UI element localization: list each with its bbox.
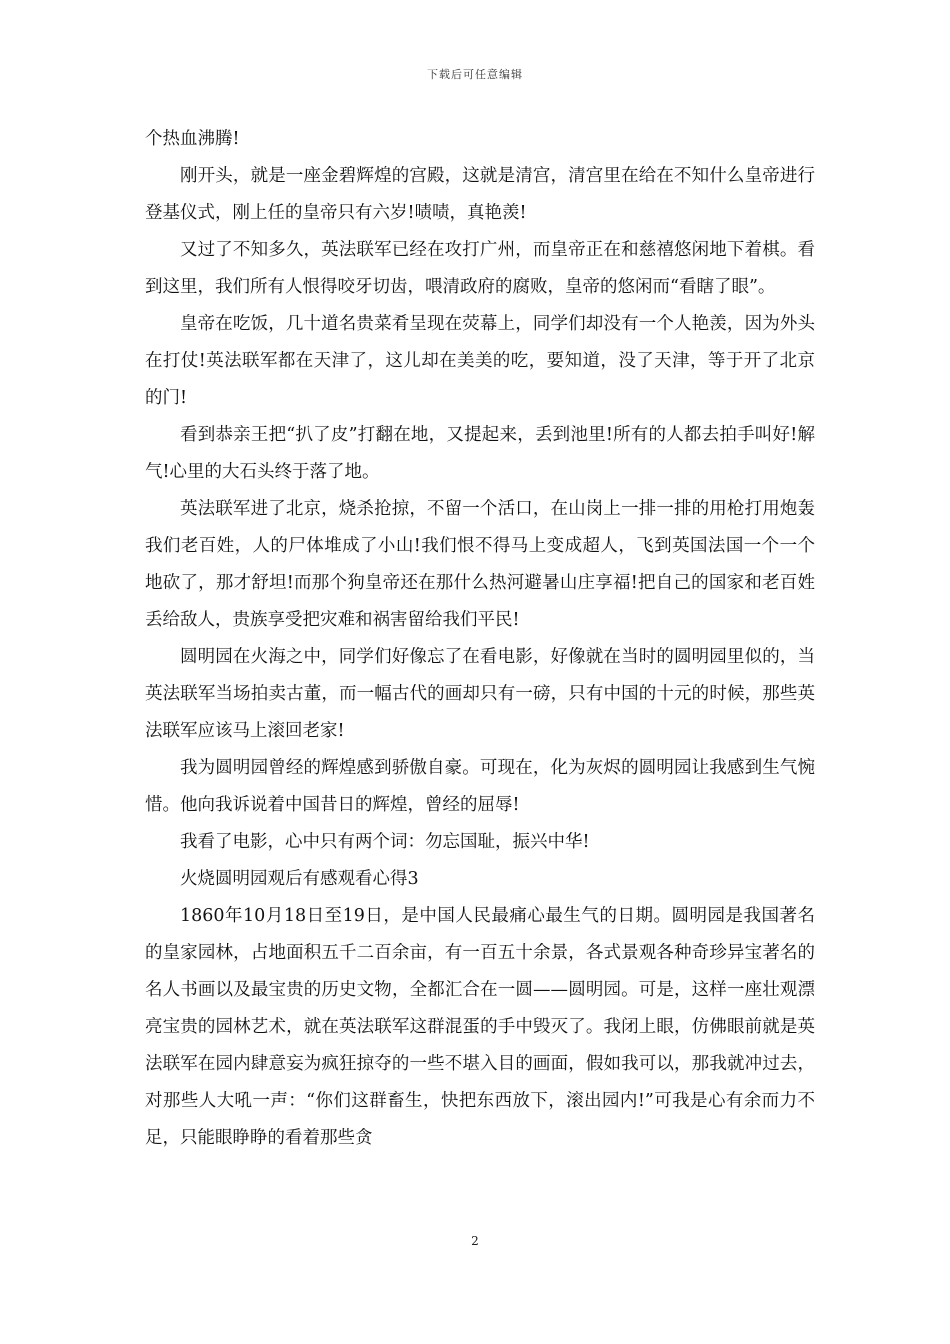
paragraph: 又过了不知多久，英法联军已经在攻打广州，而皇帝正在和慈禧悠闲地下着棋。看到这里，我们所有人恨得咬牙切齿，喂清政府的腐败，皇帝的悠闲而“看瞎了眼”。 xyxy=(145,240,815,297)
paragraph: 圆明园在火海之中，同学们好像忘了在看电影，好像就在当时的圆明园里似的，当英法联军当场拍卖古董，而一幅古代的画却只有一磅，只有中国的十元的时候，那些英法联军应该马上滚回老家! xyxy=(145,647,815,741)
paragraph: 刚开头，就是一座金碧辉煌的宫殿，这就是清宫，清宫里在给在不知什么皇帝进行登基仪式，刚上任的皇帝只有六岁!啧啧，真艳羡! xyxy=(145,166,815,223)
paragraph: 1860年10月18日至19日，是中国人民最痛心最生气的日期。圆明园是我国著名的皇家园林，占地面积五千二百余亩，有一百五十余景，各式景观各种奇珍异宝著名的名人书画以及最宝贵的历史文物，全都汇合在一圆——圆明园。可是，这样一座壮观漂亮宝贵的园林艺术，就在英法联军这群混蛋的手中毁灭了。我闭上眼，仿佛眼前就是英法联军在园内肆意妄为疯狂掠夺的一些不堪入目的画面，假如我可以，那我就冲过去，对那些人大吼一声：“你们这群畜生，快把东西放下，滚出园内!”可我是心有余而力不足，只能眼睁睁的看着那些贪 xyxy=(145,906,815,1148)
page-header: 下载后可任意编辑 xyxy=(427,68,523,81)
document-body xyxy=(145,121,815,1157)
section-heading: 火烧圆明园观后有感观看心得3 xyxy=(180,869,419,889)
paragraph-continuation: 个热血沸腾! xyxy=(145,129,240,149)
page-number: 2 xyxy=(471,1234,479,1248)
paragraph: 我看了电影，心中只有两个词：勿忘国耻，振兴中华! xyxy=(180,832,590,852)
paragraph: 皇帝在吃饭，几十道名贵菜肴呈现在荧幕上，同学们却没有一个人艳羡，因为外头在打仗!英法联军都在天津了，这儿却在美美的吃，要知道，没了天津，等于开了北京的门! xyxy=(145,314,815,408)
paragraph: 英法联军进了北京，烧杀抢掠，不留一个活口，在山岗上一排一排的用枪打用炮轰我们老百姓，人的尸体堆成了小山!我们恨不得马上变成超人，飞到英国法国一个一个地砍了，那才舒坦!而那个狗皇帝还在那什么热河避暑山庄享福!把自己的国家和老百姓丢给敌人，贵族享受把灾难和祸害留给我们平民! xyxy=(145,499,815,630)
paragraph: 我为圆明园曾经的辉煌感到骄傲自豪。可现在，化为灰烬的圆明园让我感到生气惋惜。他向我诉说着中国昔日的辉煌，曾经的屈辱! xyxy=(145,758,815,815)
paragraph: 看到恭亲王把“扒了皮”打翻在地，又提起来，丢到池里!所有的人都去拍手叫好!解气!心里的大石头终于落了地。 xyxy=(145,425,815,482)
